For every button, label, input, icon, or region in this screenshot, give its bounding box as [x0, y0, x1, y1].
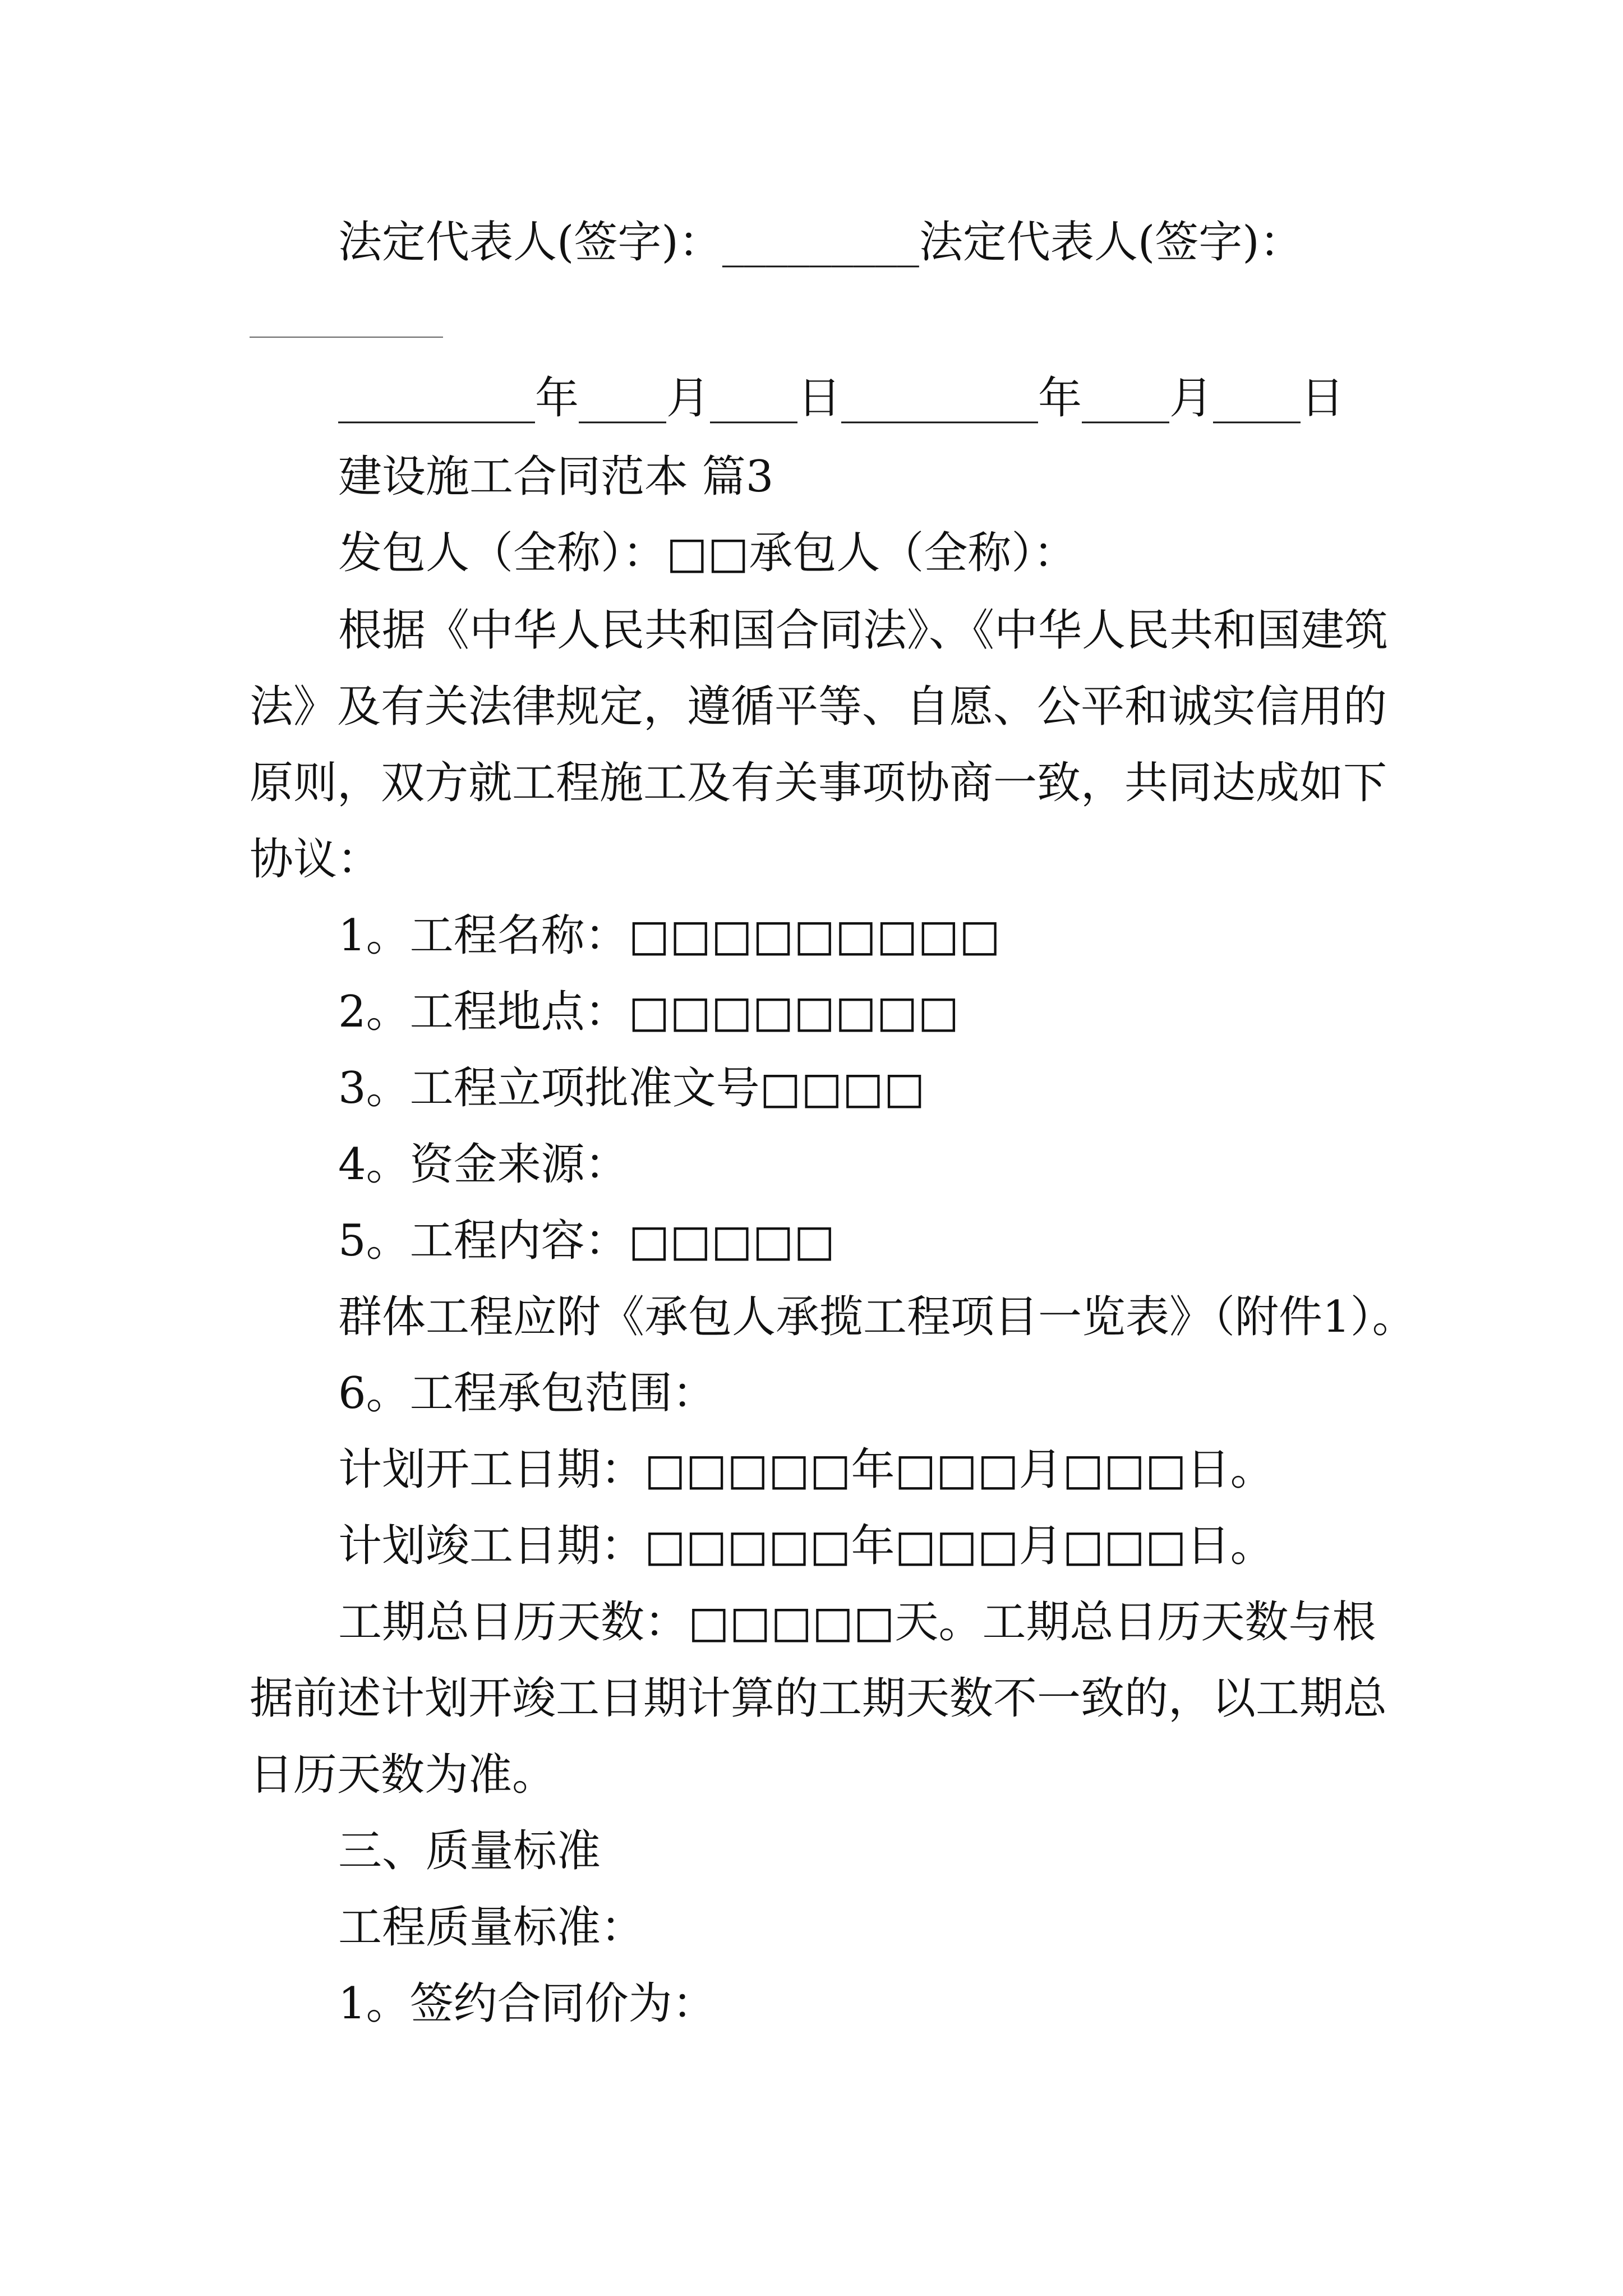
item-project-content: 5。工程内容：□□□□□ — [338, 1216, 836, 1266]
duration-line-3: 日历天数为准。 — [250, 1750, 556, 1800]
item-approval-number: 3。工程立项批准文号□□□□ — [338, 1063, 925, 1114]
contract-price: 1。签约合同价为： — [338, 1978, 716, 2029]
signature-blank — [250, 337, 443, 338]
group-project-note: 群体工程应附《承包人承揽工程项目一览表》（附件1）。 — [338, 1292, 1416, 1342]
quality-heading: 三、质量标准 — [338, 1826, 601, 1876]
section-title: 建设施工合同范本 篇3 — [338, 452, 774, 502]
parties-line: 发包人（全称）：□□承包人（全称）： — [338, 528, 1077, 578]
date-line: _________年____月____日_________年____月____日 — [338, 373, 1345, 424]
planned-completion-date: 计划竣工日期：□□□□□年□□□月□□□日。 — [338, 1521, 1274, 1571]
preamble-line-1: 根据《中华人民共和国合同法》、《中华人民共和国建筑 — [338, 605, 1389, 656]
item-project-name: 1。工程名称：□□□□□□□□□ — [338, 910, 1000, 961]
planned-start-date: 计划开工日期：□□□□□年□□□月□□□日。 — [338, 1444, 1274, 1495]
item-funding-source: 4。资金来源： — [338, 1139, 629, 1190]
duration-line-1: 工期总日历天数：□□□□□天。工期总日历天数与根 — [338, 1597, 1376, 1648]
duration-line-2: 据前述计划开竣工日期计算的工期天数不一致的，以工期总 — [250, 1673, 1387, 1724]
quality-standard: 工程质量标准： — [338, 1902, 645, 1953]
item-contract-scope: 6。工程承包范围： — [338, 1368, 716, 1419]
preamble-line-2: 法》及有关法律规定，遵循平等、自愿、公平和诚实信用的 — [250, 682, 1387, 732]
item-project-location: 2。工程地点：□□□□□□□□ — [338, 987, 960, 1037]
preamble-line-3: 原则，双方就工程施工及有关事项协商一致，共同达成如下 — [250, 758, 1387, 808]
preamble-line-4: 协议： — [250, 834, 381, 885]
signature-line: 法定代表人(签字)：_________法定代表人(签字)： — [338, 217, 1303, 268]
